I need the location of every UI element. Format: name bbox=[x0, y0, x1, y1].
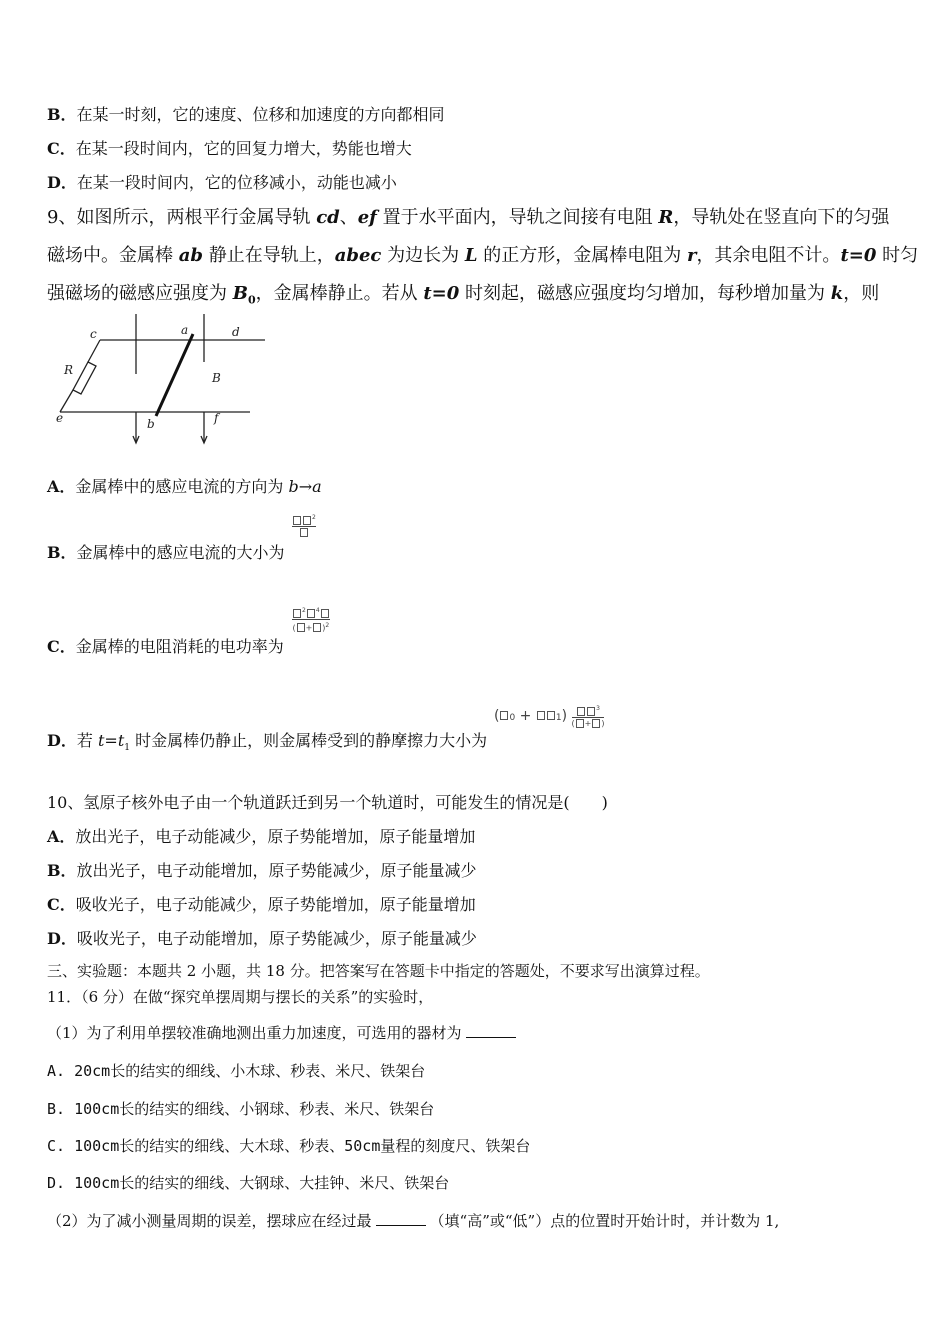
q9-option-b bbox=[47, 540, 285, 563]
q10-stem: 10、氢原子核外电子由一个轨道跃迁到另一个轨道时，可能发生的情况是( ) bbox=[47, 793, 608, 812]
option-text: 吸收光子，电子动能增加，原子势能减少，原子能量减少 bbox=[76, 929, 477, 948]
q11-option-c: C. 100cm长的结实的细线、大木球、秒表、50cm量程的刻度尺、铁架台 bbox=[47, 1137, 531, 1155]
exponent: 3 bbox=[596, 705, 600, 712]
q9-option-c bbox=[47, 634, 284, 657]
var-t0: t=0 bbox=[840, 245, 877, 266]
answer-blank[interactable] bbox=[466, 1023, 516, 1038]
q10-option-c bbox=[47, 892, 476, 915]
option-text: 金属棒中的感应电流的方向为 bbox=[75, 477, 289, 496]
option-letter: B． bbox=[47, 861, 77, 880]
q11-part1 bbox=[47, 1022, 520, 1043]
q11-stem: 11．（6 分）在做“探究单摆周期与摆长的关系”的实验时， bbox=[47, 988, 434, 1006]
q11-option-d: D. 100cm长的结实的细线、大钢球、大挂钟、米尺、铁架台 bbox=[47, 1174, 450, 1192]
q10-option-d bbox=[47, 926, 477, 949]
option-letter: C． bbox=[47, 895, 76, 914]
text: 的正方形，金属棒电阻为 bbox=[477, 245, 687, 266]
q11-option-a: A. 20cm长的结实的细线、小木球、秒表、米尺、铁架台 bbox=[47, 1062, 426, 1080]
var-k: k bbox=[830, 283, 844, 304]
subscript: 1 bbox=[555, 712, 562, 723]
label-B: B bbox=[212, 371, 221, 385]
option-text: 放出光子，电子动能减少，原子势能增加，原子能量增加 bbox=[75, 827, 476, 846]
option-text: 在某一时刻，它的速度、位移和加速度的方向都相同 bbox=[76, 105, 445, 124]
var-ef: ef bbox=[357, 207, 377, 228]
q11-part2 bbox=[47, 1210, 779, 1231]
section-heading: 三、实验题：本题共 2 小题，共 18 分。把答案写在答题卡中指定的答题处，不要求写出演算过程。 bbox=[47, 962, 710, 980]
option-letter: D． bbox=[47, 731, 77, 750]
option-letter: D． bbox=[47, 929, 77, 948]
metal-rod-ab bbox=[156, 334, 193, 416]
option-letter: D． bbox=[47, 173, 77, 192]
rail-circuit-diagram bbox=[50, 312, 270, 452]
q10-option-a bbox=[47, 824, 475, 847]
text: 9、如图所示，两根平行金属导轨 bbox=[47, 207, 317, 228]
text: ，则 bbox=[843, 283, 880, 304]
formula-b-to-a: b→a bbox=[288, 477, 322, 496]
option-text: 金属棒中的感应电流的大小为 bbox=[76, 543, 285, 562]
q9-option-a bbox=[47, 474, 322, 497]
q9-stem-line2 bbox=[47, 241, 918, 267]
label-R: R bbox=[64, 363, 74, 377]
answer-blank[interactable] bbox=[376, 1211, 426, 1226]
option-text: 在某一段时间内，它的位移减小，动能也减小 bbox=[76, 173, 397, 192]
label-f: f bbox=[214, 411, 219, 425]
q9-option-d bbox=[47, 728, 487, 753]
var-t-eq: t=t bbox=[97, 731, 125, 750]
var-abec: abec bbox=[334, 245, 382, 266]
label-a: a bbox=[181, 323, 189, 337]
option-letter: A． bbox=[47, 477, 76, 496]
option-letter: C． bbox=[47, 139, 76, 158]
exponent: 2 bbox=[312, 514, 316, 521]
option-text: 吸收光子，电子动能减少，原子势能增加，原子能量增加 bbox=[75, 895, 476, 914]
exponent: 2 bbox=[302, 607, 306, 614]
label-d: d bbox=[232, 325, 240, 339]
label-c: c bbox=[90, 327, 97, 341]
text: 为边长为 bbox=[381, 245, 465, 266]
label-b: b bbox=[147, 417, 155, 431]
option-letter: C． bbox=[47, 637, 76, 656]
left-wire-top bbox=[88, 340, 100, 362]
q9-stem-line1 bbox=[47, 203, 889, 229]
option-text: 放出光子，电子动能增加，原子势能减少，原子能量减少 bbox=[76, 861, 477, 880]
option-text: 金属棒的电阻消耗的电功率为 bbox=[75, 637, 284, 656]
resistor-R bbox=[73, 362, 96, 394]
option-letter: B． bbox=[47, 105, 77, 124]
option-text: 在某一段时间内，它的回复力增大，势能也增大 bbox=[75, 139, 412, 158]
var-r: r bbox=[686, 245, 697, 266]
option-text: 若 bbox=[76, 731, 98, 750]
text: 静止在导轨上， bbox=[202, 245, 335, 266]
plus-sign: + bbox=[519, 707, 532, 724]
part-text: （填“高”或“低”）点的位置时开始计时，并计数为 1, bbox=[429, 1212, 780, 1230]
text: 时刻起，磁感应强度均匀增加，每秒增加量为 bbox=[459, 283, 831, 304]
text: 、 bbox=[339, 207, 358, 228]
text: ，导轨处在竖直向下的匀强 bbox=[673, 207, 890, 228]
text: ，其余电阻不计。 bbox=[696, 245, 841, 266]
var-B0: B bbox=[232, 283, 248, 304]
var-cd: cd bbox=[316, 207, 340, 228]
text: ，金属棒静止。若从 bbox=[255, 283, 424, 304]
q8-option-b bbox=[47, 102, 445, 125]
left-wire-bottom bbox=[60, 390, 73, 412]
text: 置于水平面内，导轨之间接有电阻 bbox=[376, 207, 659, 228]
option-text: 时金属棒仍静止，则金属棒受到的静摩擦力大小为 bbox=[129, 731, 488, 750]
text: 强磁场的磁感应强度为 bbox=[47, 283, 233, 304]
option-letter: B． bbox=[47, 543, 77, 562]
option-letter: A． bbox=[47, 827, 76, 846]
var-ab: ab bbox=[178, 245, 203, 266]
subscript: 0 bbox=[247, 293, 256, 307]
text: 磁场中。金属棒 bbox=[47, 245, 179, 266]
var-t0: t=0 bbox=[423, 283, 460, 304]
q8-option-c bbox=[47, 136, 412, 159]
text: 时匀 bbox=[876, 245, 919, 266]
label-e: e bbox=[56, 411, 64, 425]
exponent: 4 bbox=[315, 607, 320, 614]
q11-option-b: B. 100cm长的结实的细线、小钢球、秒表、米尺、铁架台 bbox=[47, 1100, 435, 1118]
part-text: （2）为了减小测量周期的误差，摆球应在经过最 bbox=[47, 1212, 372, 1230]
formula-friction: ( 0 + 1) $^3$ ( + ) bbox=[494, 705, 605, 728]
var-R: R bbox=[658, 207, 674, 228]
q9-stem-line3 bbox=[47, 279, 879, 307]
part-text: （1）为了利用单摆较准确地测出重力加速度，可选用的器材为 bbox=[47, 1024, 462, 1042]
formula-power: $\frac{^2 ^4}{( + )^2}$ bbox=[292, 607, 330, 633]
q10-option-b bbox=[47, 858, 477, 881]
subscript: 1 bbox=[124, 743, 130, 754]
var-L: L bbox=[464, 245, 478, 266]
exponent: 2 bbox=[325, 621, 330, 629]
q8-option-d bbox=[47, 170, 397, 193]
formula-current bbox=[292, 513, 316, 537]
